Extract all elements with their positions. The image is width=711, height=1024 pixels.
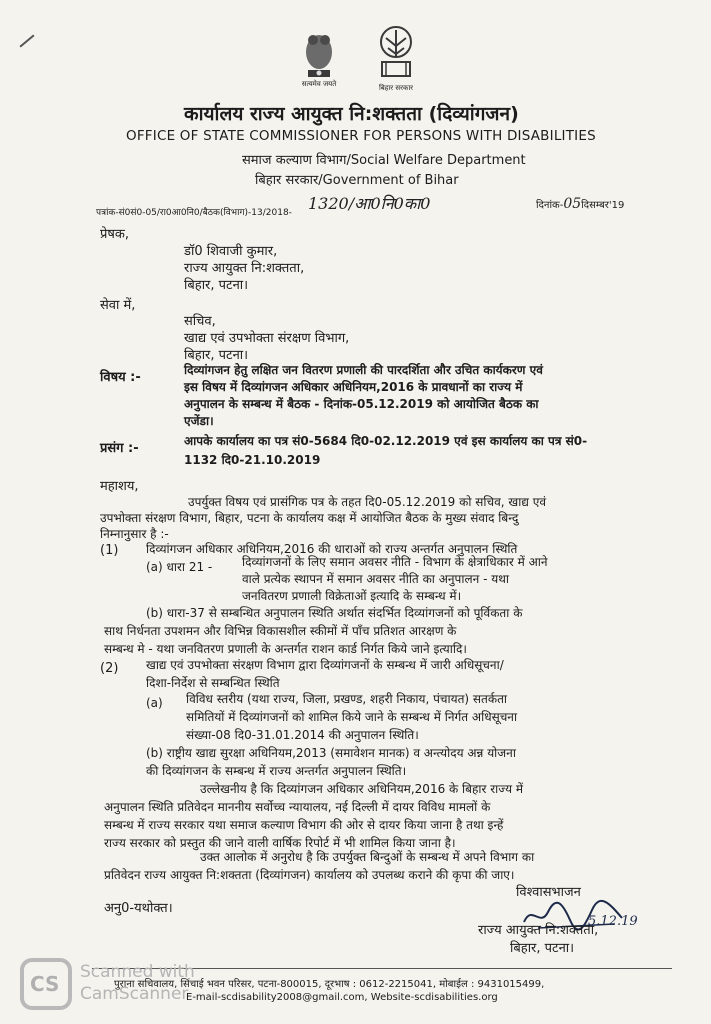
prasang-line: 1132 दि0-21.10.2019	[184, 453, 321, 467]
point-1b-text	[104, 604, 523, 658]
intro-line: उपभोक्ता संरक्षण विभाग, बिहार, पटना के कार्यालय कक्ष में आयोजित बैठक के मुख्य संवाद बिन्दु	[100, 511, 519, 525]
sender-name: डॉ0 शिवाजी कुमार,	[184, 244, 278, 259]
patrank-number: पत्रांक-सं0सं0-05/रा0आ0नि0/बैठक(विभाग)-13/2018-	[96, 208, 292, 218]
camscanner-logo-text: CS	[30, 972, 60, 996]
intro-paragraph	[100, 494, 546, 542]
handwritten-dispatch-number: 1320/आ0नि0का0	[308, 194, 431, 213]
point-1a-line: दिव्यांगजनों के लिए समान अवसर नीति - विभाग के क्षेत्राधिकार में आने	[242, 555, 548, 569]
emblem-india-motto: सत्यमेव जयते	[301, 80, 337, 88]
footer-address: पुराना सचिवालय, सिंचाई भवन परिसर, पटना-800015, दूरभाष : 0612-2215041, मोबाईल : 9431015499,	[114, 979, 545, 990]
point-2b-line: की दिव्यांगजन के सम्बन्ध में राज्य अन्तर्गत अनुपालन स्थिति।	[146, 764, 407, 778]
subject-line: दिव्यांगजन हेतु लक्षित जन वितरण प्रणाली की पारदर्शिता और उचित कार्यकरण एवं	[184, 363, 543, 377]
pen-mark	[19, 34, 34, 47]
recipient-label: सेवा में,	[100, 298, 136, 313]
sender-place: बिहार, पटना।	[184, 278, 249, 293]
intro-line: उपर्युक्त विषय एवं प्रासंगिक पत्र के तहत दि0-05.12.2019 को सचिव, खाद्य एवं	[188, 495, 546, 509]
sender-label: प्रेषक,	[100, 227, 130, 242]
recipient-line-3: बिहार, पटना।	[184, 348, 249, 363]
point-1a-line: जनवितरण प्रणाली विक्रेताओं इत्यादि के सम्बन्ध में।	[242, 589, 462, 603]
emblem-bihar-caption: बिहार सरकार	[378, 84, 414, 92]
point-2a-line: विविध स्तरीय (यथा राज्य, जिला, प्रखण्ड, शहरी निकाय, पंचायत) सतर्कता	[186, 692, 508, 706]
point-1b-line: साथ निर्धनता उपशमन और विभिन्न विकासशील स्कीमों में पाँच प्रतिशत आरक्षण के	[104, 624, 457, 638]
emblem-india	[292, 30, 346, 94]
point-1a-text	[242, 554, 548, 605]
footer-contacts: E-mail-scdisability2008@gmail.com, Website-scdisabilities.org	[186, 992, 498, 1003]
camscanner-watermark-line-1: Scanned with	[80, 962, 195, 982]
camscanner-logo	[20, 958, 72, 1010]
point-1a-label: (a) धारा 21 -	[146, 560, 213, 574]
point-2-title	[146, 656, 504, 692]
department-line: समाज कल्याण विभाग/Social Welfare Department	[242, 153, 526, 168]
office-title-english: OFFICE OF STATE COMMISSIONER FOR PERSONS WITH DISABILITIES	[126, 128, 596, 144]
point-1-number: (1)	[100, 543, 119, 558]
subject-line: अनुपालन के सम्बन्ध में बैठक - दिनांक-05.12.2019 को आयोजित बैठक का	[184, 397, 539, 411]
ullekhniya-line: अनुपालन स्थिति प्रतिवेदन माननीय सर्वोच्च न्यायालय, नई दिल्ली में दायर विविध मामलों के	[104, 800, 491, 814]
point-2a-label: (a)	[146, 696, 163, 710]
subject-text	[184, 362, 543, 430]
ullekhniya-line: सम्बन्ध में राज्य सरकार यथा समाज कल्याण विभाग की ओर से दायर किया जाना है तथा इन्हें	[104, 818, 504, 832]
sender-designation: राज्य आयुक्त नि:शक्तता,	[184, 261, 305, 276]
point-2a-line: समितियों में दिव्यांगजनों को शामिल किये जाने के सम्बन्ध में निर्गत अधिसूचना	[186, 710, 518, 724]
ullekhniya-line: राज्य सरकार को प्रस्तुत की जाने वाली वार्षिक रिपोर्ट में भी शामिल किया जाना है।	[104, 836, 456, 850]
date-handwritten-day: 05	[563, 196, 582, 212]
date-month-year: दिसम्बर'19	[581, 200, 625, 211]
enclosure-note: अनु0-यथोक्त।	[104, 901, 173, 916]
point-2-number: (2)	[100, 661, 119, 676]
emblem-bihar	[368, 24, 424, 96]
point-2-title-line: खाद्य एवं उपभोक्ता संरक्षण विभाग द्वारा दिव्यांगजनों के सम्बन्ध में जारी अधिसूचना/	[146, 658, 504, 672]
subject-line: इस विषय में दिव्यांगजन अधिकार अधिनियम,2016 के प्रावधानों का राज्य में	[184, 380, 523, 394]
signature-date-handwritten: 5.12.19	[588, 914, 638, 929]
prasang-text	[184, 432, 587, 470]
camscanner-watermark-line-2: CamScanner	[80, 984, 189, 1004]
signature-place: बिहार, पटना।	[510, 941, 575, 956]
point-2-title-line: दिशा-निर्देश से सम्बन्धित स्थिति	[146, 676, 280, 690]
intro-line: निम्नानुसार है :-	[100, 527, 169, 541]
signature-closing: विश्वासभाजन	[516, 885, 581, 900]
ullekhniya-line: उल्लेखनीय है कि दिव्यांगजन अधिकार अधिनियम,2016 के बिहार राज्य में	[200, 782, 524, 796]
prasang-label: प्रसंग :-	[100, 441, 139, 456]
recipient-line-2: खाद्य एवं उपभोक्ता संरक्षण विभाग,	[184, 331, 350, 346]
point-1b-line: (b) धारा-37 से सम्बन्धित अनुपालन स्थिति अर्थात संदर्भित दिव्यांगजनों को पूर्विकता के	[146, 606, 523, 620]
closing-line: प्रतिवेदन राज्य आयुक्त नि:शक्तता (दिव्यांगजन) कार्यालय को उपलब्ध कराने की कृपा की जाए।	[104, 868, 515, 882]
date-label-text: दिनांक-	[536, 200, 564, 211]
point-2b-line: (b) राष्ट्रीय खाद्य सुरक्षा अधिनियम,2013 (समावेशन मानक) व अन्त्योदय अन्न योजना	[146, 746, 516, 760]
point-2a-line: संख्या-08 दि0-31.01.2014 की अनुपालन स्थिति।	[186, 728, 419, 742]
subject-label: विषय :-	[100, 370, 141, 385]
signature-designation: राज्य आयुक्त नि:शक्तता,	[478, 923, 599, 938]
point-1b-line: सम्बन्ध मे - यथा जनवितरण प्रणाली के अन्तर्गत राशन कार्ड निर्गत किये जाने इत्यादि।	[104, 642, 467, 656]
salutation: महाशय,	[100, 479, 139, 494]
office-title-hindi: कार्यालय राज्य आयुक्त नि:शक्तता (दिव्यांगजन)	[184, 103, 519, 125]
government-line: बिहार सरकार/Government of Bihar	[255, 173, 459, 188]
closing-paragraph	[104, 848, 534, 884]
closing-line: उक्त आलोक में अनुरोध है कि उपर्युक्त बिन्दुओं के सम्बन्ध में अपने विभाग का	[200, 850, 535, 864]
prasang-line: आपके कार्यालय का पत्र सं0-5684 दि0-02.12.2019 एवं इस कार्यालय का पत्र सं0-	[184, 434, 588, 448]
ullekhniya-paragraph	[104, 780, 523, 852]
subject-line: एजेंडा।	[184, 414, 214, 428]
point-2a-text	[186, 690, 517, 744]
point-1-title: दिव्यांगजन अधिकार अधिनियम,2016 की धाराओं को राज्य अन्तर्गत अनुपालन स्थिति	[146, 542, 518, 556]
recipient-line-1: सचिव,	[184, 314, 216, 329]
point-1a-line: वाले प्रत्येक स्थापन में समान अवसर नीति का अनुपालन - यथा	[242, 572, 509, 586]
date-label	[536, 196, 624, 212]
point-2b-text	[146, 744, 516, 780]
